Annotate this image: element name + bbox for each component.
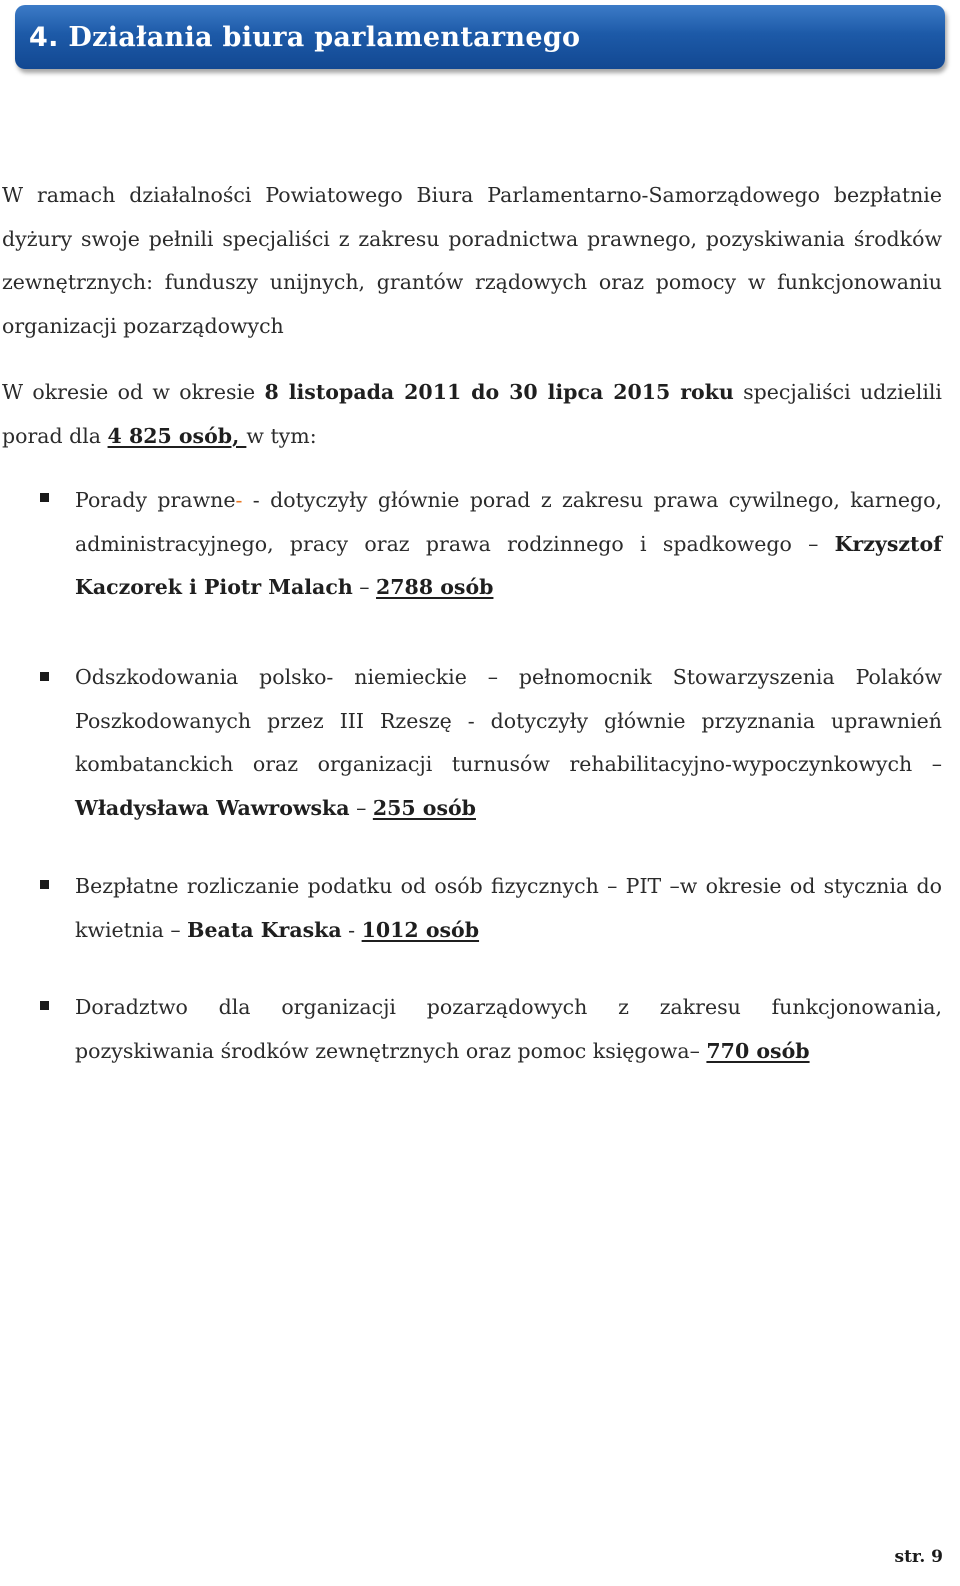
item-text: Odszkodowania polsko- niemieckie – pełnomocnik Stowarzyszenia Polaków Poszkodowanych przez III Rzeszę - dotyczyły głównie przyznania uprawnień kombatanckich oraz organizacji turnusów rehabilitacyjno-wypoczynkowych – — [75, 665, 942, 777]
item-text: Bezpłatne rozliczanie podatku od osób fizycznych – PIT –w okresie od stycznia do kwietnia – — [75, 874, 942, 942]
page-number: str. 9 — [894, 1547, 943, 1567]
item-count: 255 osób — [372, 796, 476, 821]
list-item-legal-advice — [75, 479, 942, 610]
item-text-continued: - dotyczyły głównie porad z zakresu prawa cywilnego, karnego, administracyjnego, pracy oraz prawa rodzinnego i spadkowego – — [75, 488, 942, 556]
item-person: Władysława Wawrowska — [75, 796, 350, 821]
list-item-ngo-advice — [75, 986, 942, 1073]
item-separator: – — [352, 575, 377, 600]
section-title-text: Działania biura parlamentarnego — [68, 21, 581, 53]
total-count: 4 825 osób, — [107, 423, 247, 448]
period-suffix: w tym: — [246, 423, 317, 448]
item-text: Doradztwo dla organizacji pozarządowych z zakresu funkcjonowania, pozyskiwania środków zewnętrznych oraz pomoc księgowa– — [75, 995, 942, 1063]
item-count: 770 osób — [706, 1038, 810, 1063]
period-middle: specjaliści udzielili porad dla — [2, 380, 942, 448]
orange-dash: - — [235, 488, 243, 512]
item-separator: – — [349, 796, 373, 821]
list-item-tax — [75, 865, 942, 952]
bullet-marker — [40, 1001, 49, 1010]
list-item-compensation — [75, 656, 942, 831]
section-title — [29, 22, 580, 53]
item-text: Porady prawne — [75, 488, 236, 512]
period-paragraph — [2, 371, 942, 458]
bullet-marker — [40, 672, 49, 681]
item-person: Beata Kraska — [187, 917, 342, 942]
item-person: Krzysztof Kaczorek i Piotr Malach — [75, 531, 942, 600]
period-prefix: W okresie od w okresie — [2, 380, 265, 404]
bullet-marker — [40, 880, 49, 889]
bullet-marker — [40, 493, 49, 502]
intro-paragraph: W ramach działalności Powiatowego Biura Parlamentarno-Samorządowego bezpłatnie dyżury swoje pełnili specjaliści z zakresu poradnictwa prawnego, pozyskiwania środków zewnętrznych: funduszy unijnych, grantów rządowych oraz pomocy w funkcjonowaniu organizacji pozarządowych — [2, 183, 942, 339]
section-number: 4. — [29, 21, 59, 53]
period-dates: 8 listopada 2011 do 30 lipca 2015 roku — [264, 380, 734, 404]
section-header-banner — [15, 5, 945, 69]
item-separator: - — [341, 917, 362, 942]
item-count: 1012 osób — [361, 917, 480, 942]
item-count: 2788 osób — [376, 575, 494, 600]
